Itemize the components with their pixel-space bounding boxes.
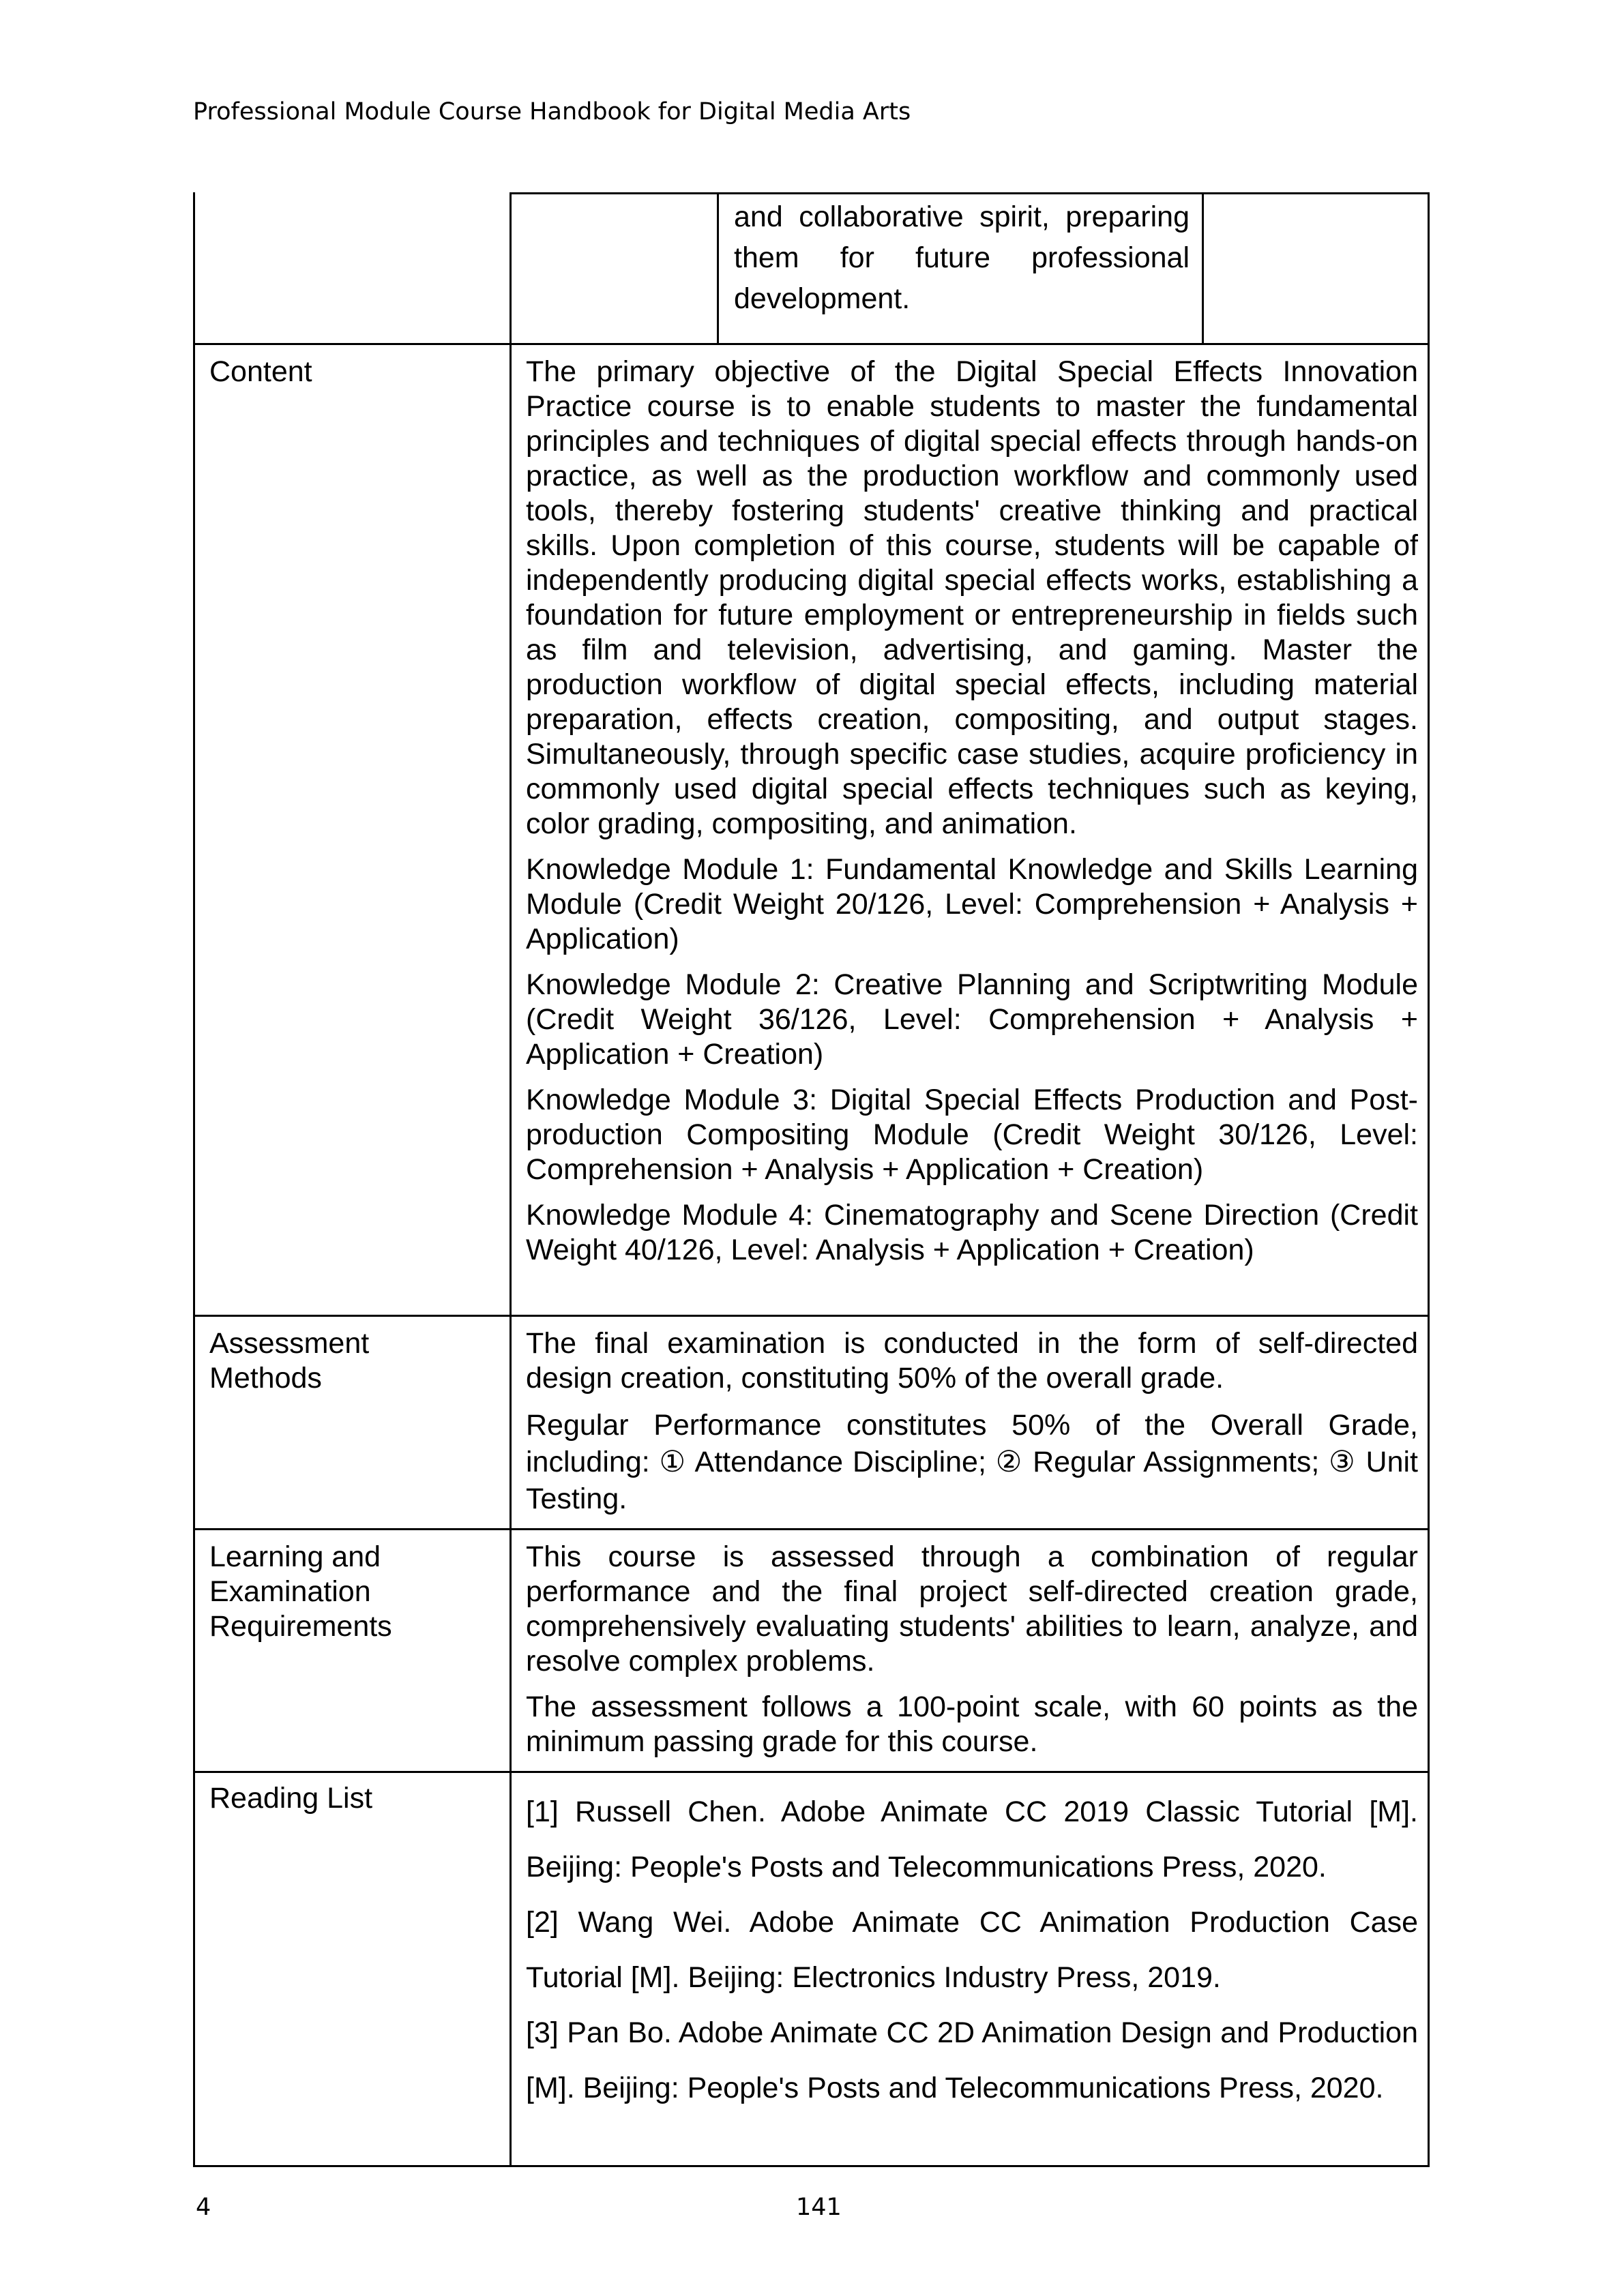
learning-cell <box>526 1540 1418 1770</box>
reading-list-item: [3] Pan Bo. Adobe Animate CC 2D Animation Design and Production [M]. Beijing: People's Posts and Telecommunications Press, 2020. <box>526 2016 1418 2104</box>
assessment-label: Assessment Methods <box>209 1327 370 1395</box>
knowledge-module-2: Knowledge Module 2: Creative Planning and Scriptwriting Module (Credit Weight 36/126, Level: Comprehension + Analysis + Application + Creation) <box>526 968 1418 1071</box>
top-row-divider-2 <box>717 192 719 345</box>
knowledge-module-1: Knowledge Module 1: Fundamental Knowledge and Skills Learning Module (Credit Weight 20/126, Level: Comprehension + Analysis + Application) <box>526 853 1418 955</box>
reading-label: Reading List <box>209 1782 373 1815</box>
running-header: Professional Module Course Handbook for Digital Media Arts <box>193 98 911 125</box>
row-separator-reading <box>193 1771 1430 1773</box>
top-row-divider-3 <box>1202 192 1204 345</box>
knowledge-module-4: Knowledge Module 4: Cinematography and Scene Direction (Credit Weight 40/126, Level: Analysis + Application + Creation) <box>526 1199 1418 1266</box>
top-row-text: and collaborative spirit, preparing them for future professional development. <box>734 200 1190 315</box>
reading-list-item: [1] Russell Chen. Adobe Animate CC 2019 Classic Tutorial [M]. Beijing: People's Posts and Telecommunications Press, 2020. <box>526 1795 1418 1883</box>
top-row-divider-1 <box>510 192 512 2167</box>
top-row-top-border <box>510 192 1430 194</box>
assessment-cell <box>526 1326 1418 1528</box>
page-number: 141 <box>796 2194 842 2221</box>
assessment-paragraph: The final examination is conducted in the form of self-directed design creation, constituting 50% of the overall grade. <box>526 1327 1418 1395</box>
content-paragraph: The primary objective of the Digital Special Effects Innovation Practice course is to enable students to master the fundamental principles and techniques of digital special effects through hands-on practice, as well as the production workflow and commonly used tools, thereby fostering students' creative thinking and practical skills. Upon completion of this course, students will be capable of independently producing digital special effects works, establishing a foundation for future employment or entrepreneurship in fields such as film and television, advertising, and gaming. Master the production workflow of digital special effects, including material preparation, effects creation, compositing, and output stages. Simultaneously, through specific case studies, acquire proficiency in commonly used digital special effects techniques such as keying, color grading, compositing, and animation. <box>526 355 1418 840</box>
learning-paragraph: The assessment follows a 100-point scale, with 60 points as the minimum passing grade for this course. <box>526 1690 1418 1758</box>
reading-list-item: [2] Wang Wei. Adobe Animate CC Animation Production Case Tutorial [M]. Beijing: Electronics Industry Press, 2019. <box>526 1906 1418 1994</box>
content-cell <box>526 355 1418 1279</box>
footer-left-number: 4 <box>196 2194 211 2221</box>
content-label: Content <box>209 355 312 388</box>
row-separator-assessment <box>193 1315 1430 1317</box>
learning-label: Learning and Examination Requirements <box>209 1540 392 1643</box>
knowledge-module-3: Knowledge Module 3: Digital Special Effects Production and Post-production Compositing Module (Credit Weight 30/126, Level: Comprehension + Analysis + Application + Creation) <box>526 1084 1418 1186</box>
row-separator-learning <box>193 1528 1430 1530</box>
learning-paragraph: This course is assessed through a combination of regular performance and the final project self-directed creation grade, comprehensively evaluating students' abilities to learn, analyze, and resolve complex problems. <box>526 1540 1418 1678</box>
reading-list <box>526 1785 1418 2116</box>
assessment-paragraph: Regular Performance constitutes 50% of the Overall Grade, including: ① Attendance Discipline; ② Regular Assignments; ③ Unit Testing. <box>526 1409 1418 1515</box>
row-separator-content <box>193 343 1430 345</box>
